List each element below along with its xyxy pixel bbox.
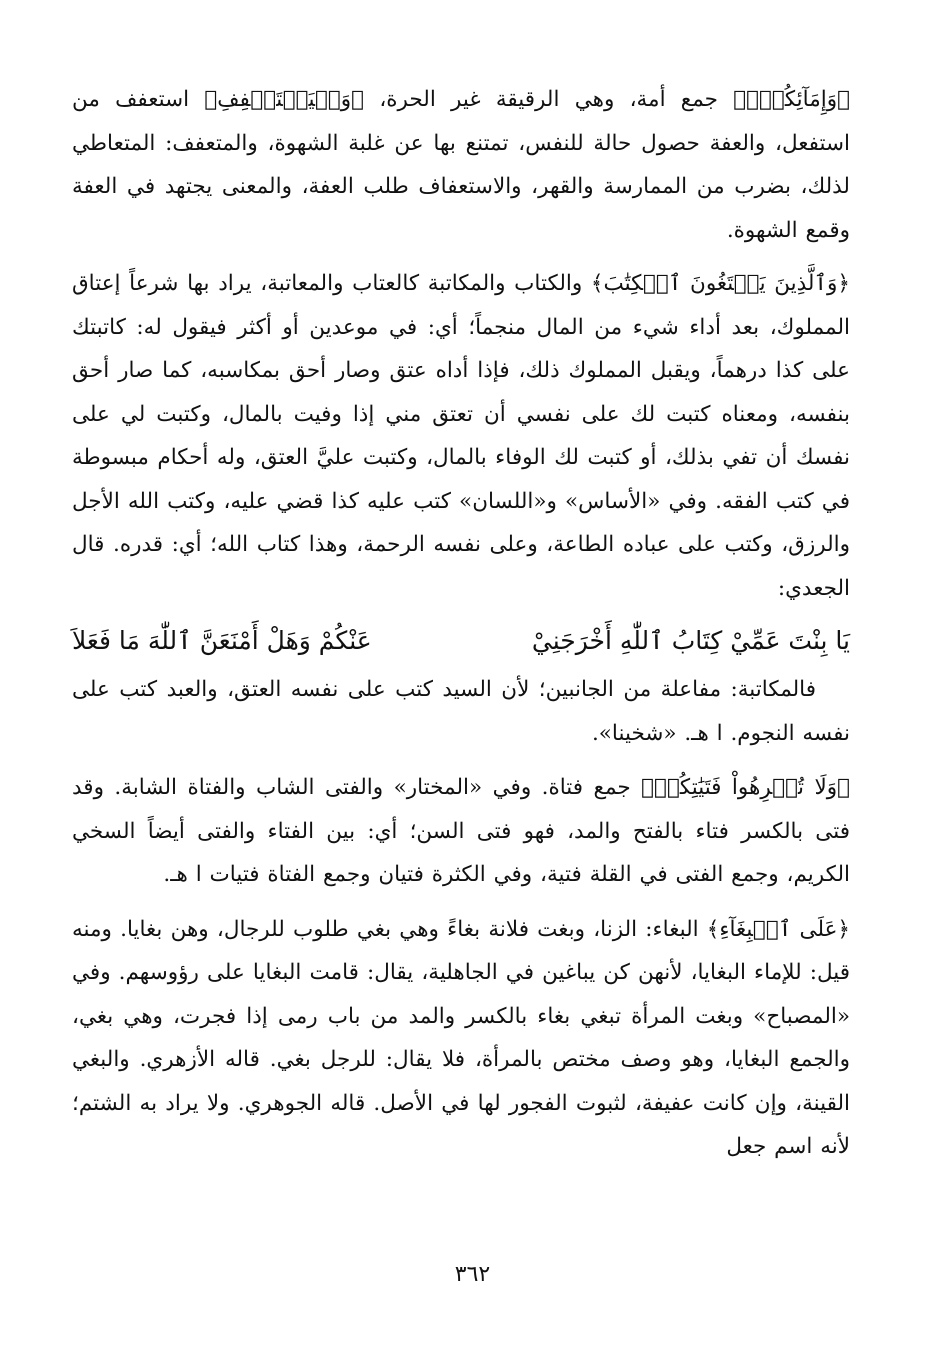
page-number: ٣٦٢ — [454, 1262, 491, 1287]
paragraph-al-mukataba: فالمكاتبة: مفاعلة من الجانبين؛ لأن السيد كتب على نفسه العتق، والعبد كتب على نفسه النجوم. ا هـ. «شخينا». — [72, 677, 850, 746]
poem-first-hemistich: يَا بِنْتَ عَمِّيْ كِتَابُ ٱللّٰهِ أَخْرَجَنِيْ — [531, 626, 850, 655]
paragraph-wa-imaikum: ﴿وَإِمَآئِكُمۡۚ﴾ جمع أمة، وهي الرقيقة غير الحرة، ﴿وَلۡيَسۡتَعۡفِفِ﴾ استعفف من استفعل، والعفة حصول حالة للنفس، تمتنع بها عن غلبة الشهوة، والمتعفف: المتعاطي لذلك، بضرب من الممارسة والقهر، والاستعفاف طلب العفة، والمعنى يجتهد في العفة وقمع الشهوة. — [72, 87, 850, 243]
paragraph-fatayatikum: ﴿وَلَا تُكۡرِهُواْ فَتَيَٰتِكُمۡ﴾ جمع فتاة. وفي «المختار» والفتى الشاب والفتاة الشابة. وقد فتى بالكسر فتاء بالفتح والمد، فهو فتى السن؛ أي: بين الفتاء والفتى أيضاً السخي الكريم، وجمع الفتى في القلة فتية، وفي الكثرة فتيان وجمع الفتاة فتيات ا هـ. — [72, 775, 850, 887]
paragraph-al-bigha: ﴿عَلَى ٱلۡبِغَآءِ﴾ البغاء: الزنا، وبغت فلانة بغاءً وهي بغي طلوب للرجال، وهن بغايا. ومنه قيل: للإماء البغايا، لأنهن كن يباغين في الجاهلية، يقال: قامت البغايا على رؤوسهم. وفي «المصباح» وبغت المرأة تبغي بغاء بالكسر والمد من باب رمى إذا فجرت، وهي بغي، والجمع البغايا، وهو وصف مختص بالمرأة، فلا يقال: للرجل بغي. قاله الأزهري. والبغي القينة، وإن كانت عفيفة، لثبوت الفجور لها في الأصل. قاله الجوهري. ولا يراد به الشتم؛ لأنه اسم جعل — [72, 916, 850, 1159]
book-page — [72, 78, 850, 1288]
paragraph-al-kitab: ﴿وَٱلَّذِينَ يَبۡتَغُونَ ٱلۡكِتَٰبَ﴾ والكتاب والمكاتبة كالعتاب والمعاتبة، يراد بها شرعاً إعتاق المملوك، بعد أداء شيء من المال منجماً؛ أي: في موعدين أو أكثر فيقول له: كاتبتك على كذا درهماً، ويقبل المملوك ذلك، فإذا أداه عتق وصار أحق بمكاسبه، كما صار أحق بنفسه، ومعناه كتبت لك على نفسي أن تعتق مني إذا وفيت بالمال، وكتبت لي على نفسك أن تفي بذلك، أو كتبت لك الوفاء بالمال، وكتبت عليَّ العتق، وله أحكام مبسوطة في كتب الفقه. وفي «الأساس» و«اللسان» كتب عليه كذا قضي عليه، وكتب الله الأجل والرزق، وكتب على عباده الطاعة، وعلى نفسه الرحمة، وهذا كتاب الله؛ أي: قدره. قال الجعدي: — [72, 271, 850, 601]
poem-verse — [72, 616, 850, 666]
poem-second-hemistich: عَنْكُمْ وَهَلْ أَمْنَعَنَّ ٱللّٰهَ مَا فَعَلاَ — [72, 626, 372, 655]
